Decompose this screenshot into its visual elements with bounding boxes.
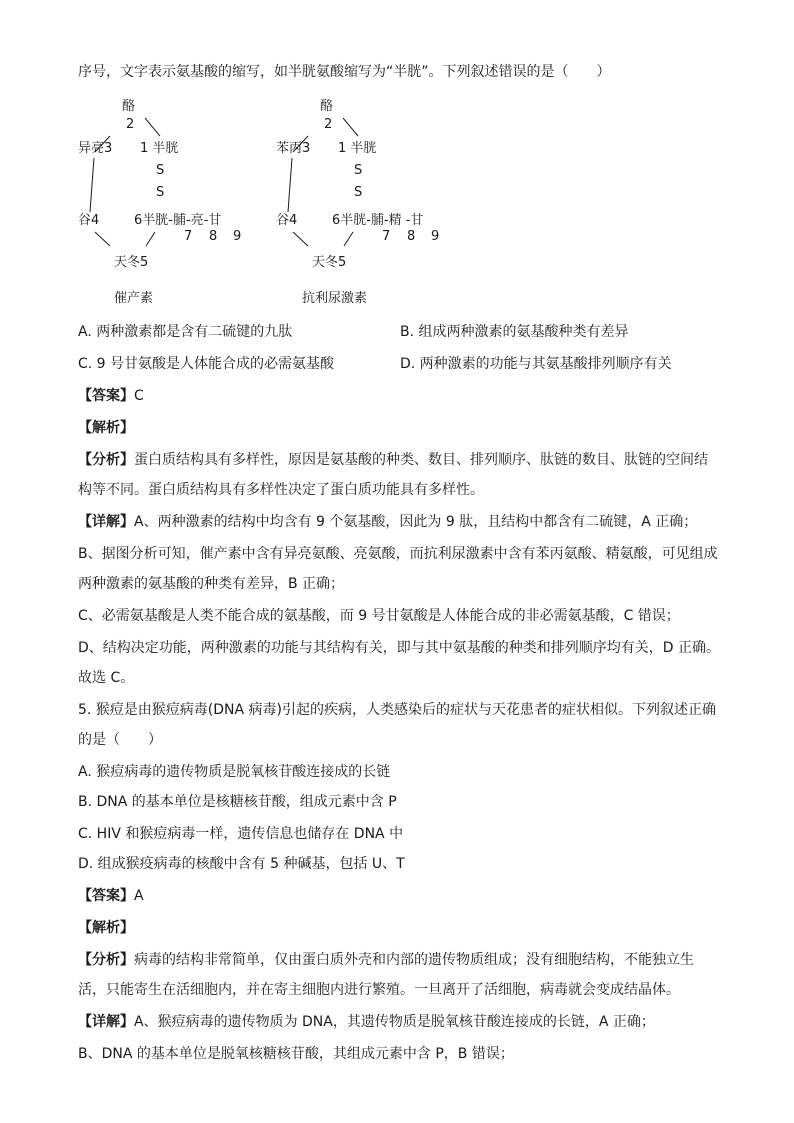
q4-answer [78, 386, 718, 406]
right-bottom: 天冬5 [312, 255, 347, 270]
left-s2: S [156, 185, 165, 200]
q4-fenxi-2: 构等不同。蛋白质结构具有多样性决定了蛋白质功能具有多样性。 [78, 482, 484, 498]
right-lower-left: 谷4 [276, 213, 298, 228]
q4-xiangjie-4: C、必需氨基酸是人类不能合成的氨基酸，而 9 号甘氨酸是人体能合成的非必需氨基酸，C 错误； [78, 608, 680, 624]
q4-xiangjie-1 [78, 512, 718, 532]
left-num-8: 8 [209, 229, 218, 244]
q5-option-d: D. 组成猴疫病毒的核酸中含有 5 种碱基，包括 U、T [78, 856, 405, 872]
left-lower-left: 谷4 [78, 213, 100, 228]
q4-fenxi-text-1: 蛋白质结构具有多样性，原因是氨基酸的种类、数目、排列顺序、肽链的数目、肽链的空间结 [134, 452, 708, 468]
q5-fenxi-text-1: 病毒的结构非常简单，仅由蛋白质外壳和内部的遗传物质组成；没有细胞结构，不能独立生 [134, 952, 694, 968]
left-num-9: 9 [233, 229, 242, 244]
right-top-label: 酪 [320, 99, 334, 114]
right-caption: 抗利尿激素 [302, 291, 368, 306]
vasopressin-structure [276, 99, 439, 306]
q4-fenxi-tag: 【分析】 [78, 452, 134, 468]
right-num-7: 7 [382, 229, 391, 244]
q5-option-b: B. DNA 的基本单位是核糖核苷酸，组成元素中含 P [78, 794, 397, 810]
q5-option-c: C. HIV 和猴痘病毒一样，遗传信息也储存在 DNA 中 [78, 826, 404, 842]
right-s1: S [354, 163, 363, 178]
q5-fenxi-2: 活，只能寄生在活细胞内，并在寄主细胞内进行繁殖。一旦离开了活细胞，病毒就会变成结晶体。 [78, 982, 680, 998]
q5-stem-2: 的是（ ） [78, 732, 162, 748]
left-upper-right: 1 半胱 [140, 141, 179, 156]
left-chain: 6半胱-脯-亮-甘 [134, 213, 222, 228]
q4-answer-value: C [134, 388, 144, 404]
q5-answer [78, 886, 718, 906]
left-top-label: 酪 [122, 99, 136, 114]
q5-fenxi-1 [78, 950, 718, 970]
right-top-num: 2 [324, 117, 333, 132]
q4-xiangjie-tag: 【详解】 [78, 514, 134, 530]
q5-xiangjie-2: B、DNA 的基本单位是脱氧核糖核苷酸，其组成元素中含 P，B 错误； [78, 1046, 514, 1062]
left-s1: S [156, 163, 165, 178]
q4-xiangjie-3: 两种激素的氨基酸的种类有差异，B 正确； [78, 576, 345, 592]
left-bottom: 天冬5 [114, 255, 149, 270]
right-num-8: 8 [407, 229, 416, 244]
right-s2: S [354, 185, 363, 200]
q4-option-c: C. 9 号甘氨酸是人体能合成的必需氨基酸 [78, 356, 335, 372]
q4-xiangjie-text-1: A、两种激素的结构中均含有 9 个氨基酸，因此为 9 肽，且结构中都含有二硫键，A 正确； [134, 514, 698, 530]
q5-answer-tag: 【答案】 [78, 888, 134, 904]
q5-fenxi-tag: 【分析】 [78, 952, 134, 968]
q4-fenxi-1 [78, 450, 718, 470]
q4-answer-tag: 【答案】 [78, 388, 134, 404]
left-upper-left: 异亮3 [78, 141, 113, 156]
question-intro: 序号，文字表示氨基酸的缩写，如半胱氨酸缩写为“半胱”。下列叙述错误的是（ ） [78, 64, 611, 80]
q5-option-a: A. 猴痘病毒的遗传物质是脱氧核苷酸连接成的长链 [78, 764, 391, 780]
right-upper-right: 1 半胱 [338, 141, 377, 156]
left-top-num: 2 [126, 117, 135, 132]
oxytocin-structure [78, 99, 241, 306]
q5-xiangjie-text-1: A、猴痘病毒的遗传物质为 DNA，其遗传物质是脱氧核苷酸连接成的长链，A 正确； [134, 1014, 655, 1030]
left-num-7: 7 [184, 229, 193, 244]
q4-analysis-tag: 【解析】 [78, 420, 134, 436]
left-caption: 催产素 [114, 291, 154, 306]
q4-xiangjie-2: B、据图分析可知，催产素中含有异亮氨酸、亮氨酸，而抗利尿激素中含有苯丙氨酸、精氨酸，可见组成 [78, 546, 718, 562]
right-chain: 6半胱-脯-精 -甘 [332, 213, 424, 228]
q5-xiangjie-1 [78, 1012, 718, 1032]
right-upper-left: 苯丙3 [276, 141, 311, 156]
right-num-9: 9 [431, 229, 440, 244]
peptide-diagram [70, 92, 470, 312]
q5-xiangjie-tag: 【详解】 [78, 1014, 134, 1030]
q4-xiangjie-5: D、结构决定功能，两种激素的功能与其结构有关，即与其中氨基酸的种类和排列顺序均有关，D 正确。 [78, 640, 721, 656]
q4-xiangjie-6: 故选 C。 [78, 670, 135, 686]
q4-option-a: A. 两种激素都是含有二硫键的九肽 [78, 324, 293, 340]
q4-option-d: D. 两种激素的功能与其氨基酸排列顺序有关 [400, 356, 672, 372]
q5-stem-1: 5. 猴痘是由猴痘病毒(DNA 病毒)引起的疾病，人类感染后的症状与天花患者的症状相似。下列叙述正确 [78, 702, 717, 718]
q5-answer-value: A [134, 888, 144, 904]
q5-analysis-tag: 【解析】 [78, 920, 134, 936]
q4-option-b: B. 组成两种激素的氨基酸种类有差异 [400, 324, 629, 340]
